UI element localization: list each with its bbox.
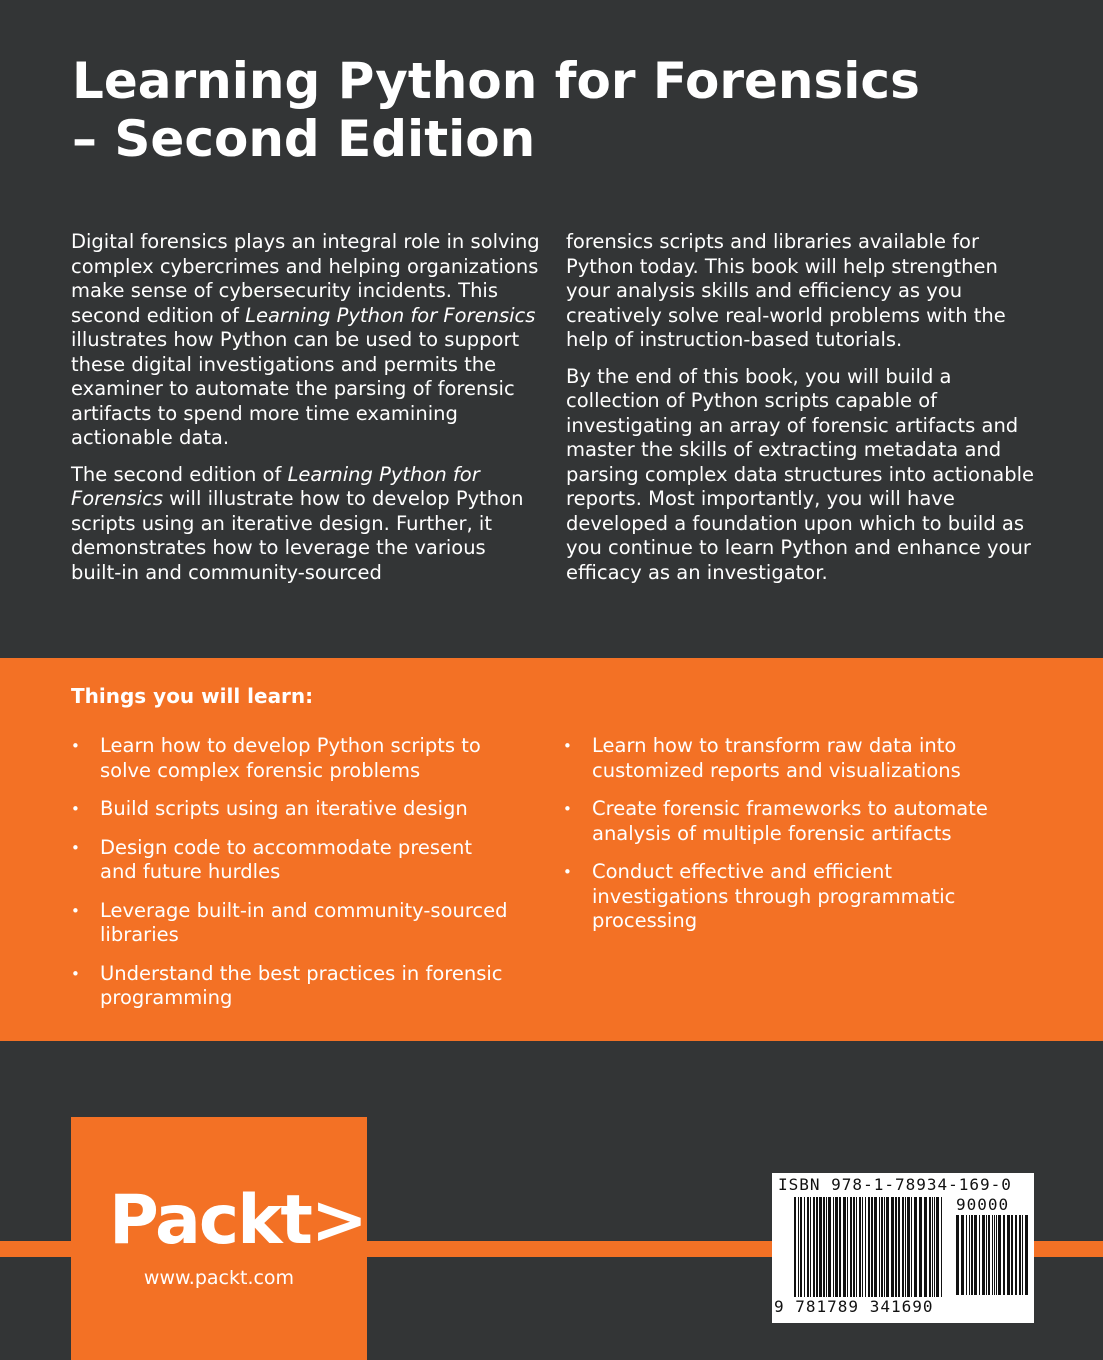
barcode-bar	[881, 1197, 883, 1297]
barcode-bar	[895, 1197, 897, 1297]
bullet-icon: •	[563, 863, 572, 881]
text-run: The second edition of	[71, 462, 288, 486]
barcode-bar	[850, 1197, 852, 1297]
barcode-bar	[828, 1197, 831, 1297]
list-item	[71, 797, 511, 822]
barcode-bar	[794, 1197, 796, 1297]
barcode-bar	[798, 1197, 799, 1297]
list-item-text: Create forensic frameworks to automate analysis of multiple forensic artifacts	[592, 797, 988, 845]
barcode-bar	[879, 1197, 880, 1297]
description-column-left	[71, 230, 541, 597]
barcode-bar	[1011, 1215, 1013, 1295]
barcode-bar	[862, 1197, 863, 1297]
bullet-icon: •	[71, 800, 80, 818]
list-item-text: Build scripts using an iterative design	[100, 797, 468, 820]
barcode-bar	[1022, 1215, 1023, 1295]
barcode-bar	[992, 1215, 993, 1295]
book-title	[72, 52, 1032, 168]
barcode-bar	[919, 1197, 922, 1297]
list-item	[563, 797, 1023, 846]
barcode-bar	[853, 1197, 855, 1297]
barcode-bar	[826, 1197, 827, 1297]
description-paragraph-2	[71, 463, 541, 586]
list-item-text: Learn how to develop Python scripts to solve complex forensic problems	[100, 734, 481, 782]
barcode-bar	[924, 1197, 927, 1297]
barcode-bar	[907, 1197, 910, 1297]
list-item	[563, 860, 1023, 934]
barcode-bar	[891, 1197, 894, 1297]
barcode-bar	[1025, 1215, 1028, 1295]
barcode-bar	[813, 1197, 815, 1297]
barcode-addon-bars	[956, 1215, 1028, 1295]
text-run: will illustrate how to develop Python scripts using an iterative design. Further, it demonstrates how to leverage the various built-in and community-sourced	[71, 487, 524, 584]
publisher-url: www.packt.com	[143, 1267, 295, 1289]
barcode-bar	[856, 1197, 857, 1297]
barcode-bar	[1019, 1215, 1021, 1295]
book-title-line-1: Learning Python for Forensics	[72, 52, 920, 110]
barcode-bar	[819, 1197, 822, 1297]
bullet-icon: •	[71, 964, 80, 983]
barcode-addon-number: 90000	[956, 1195, 1010, 1214]
barcode-bar	[929, 1197, 931, 1297]
barcode-bar	[994, 1215, 995, 1295]
barcode-bar	[974, 1215, 977, 1295]
barcode-bar	[961, 1215, 964, 1295]
barcode-bar	[833, 1197, 834, 1297]
barcode-bar	[816, 1197, 818, 1297]
barcode-bar	[911, 1197, 912, 1297]
list-item-text: Design code to accommodate present and future hurdles	[100, 835, 473, 883]
barcode-bar	[868, 1197, 870, 1297]
packt-logo: Packt>	[109, 1181, 366, 1260]
bullet-icon: •	[563, 800, 572, 818]
barcode-bar	[865, 1197, 866, 1297]
list-item	[71, 734, 511, 783]
bullet-icon: •	[71, 838, 80, 857]
barcode-bar	[969, 1215, 970, 1295]
list-item	[71, 836, 511, 885]
ean-number: 9 781789 341690	[774, 1297, 934, 1316]
bullet-icon: •	[71, 901, 80, 920]
barcode-bar	[1003, 1215, 1005, 1295]
barcode-bar	[932, 1197, 933, 1297]
description-paragraph-4: By the end of this book, you will build a collection of Python scripts capable of investigating an array of forensic artifacts and master the skills of extracting metadata and parsing complex data structures into actionable reports. Most importantly, you will have developed a foundation upon which to build as you continue to learn Python and enhance your efficacy as an investigator.	[566, 364, 1034, 584]
book-title-italic: Learning Python for Forensics	[245, 303, 536, 327]
publisher-logo-block	[71, 1117, 367, 1360]
barcode-bar	[884, 1197, 885, 1297]
barcode-bar	[1015, 1215, 1017, 1295]
barcode-bar	[871, 1197, 873, 1297]
list-item	[71, 899, 511, 948]
barcode-bar	[800, 1197, 802, 1297]
barcode-bar	[979, 1215, 980, 1295]
bullet-icon: •	[563, 737, 572, 755]
barcode-bar	[807, 1197, 809, 1297]
barcode-bar	[936, 1197, 939, 1297]
barcode-bar	[905, 1197, 906, 1297]
list-item-text: Learn how to transform raw data into customized reports and visualizations	[592, 734, 961, 782]
list-item	[563, 734, 1023, 783]
isbn-barcode	[772, 1173, 1034, 1323]
barcode-bar	[966, 1215, 967, 1295]
description-column-right	[566, 230, 1036, 597]
book-title-line-2: – Second Edition	[72, 110, 536, 168]
barcode-bar	[839, 1197, 841, 1297]
book-title-italic: Learning Python for Forensics	[71, 462, 480, 510]
barcode-bars	[794, 1197, 944, 1297]
list-item	[71, 962, 511, 1011]
barcode-bar	[996, 1215, 997, 1295]
barcode-bar	[835, 1197, 838, 1297]
barcode-bar	[847, 1197, 848, 1297]
barcode-bar	[956, 1215, 959, 1295]
barcode-bar	[988, 1215, 990, 1295]
description-paragraph-1	[71, 230, 541, 451]
isbn-number: ISBN 978-1-78934-169-0	[778, 1175, 1012, 1194]
barcode-bar	[971, 1215, 973, 1295]
barcode-bar	[914, 1197, 917, 1297]
barcode-bar	[982, 1215, 985, 1295]
barcode-bar	[823, 1197, 825, 1297]
barcode-bar	[986, 1215, 987, 1295]
bullet-icon: •	[71, 737, 80, 755]
learn-list-left	[71, 734, 511, 1025]
barcode-bar	[898, 1197, 900, 1297]
learn-heading: Things you will learn:	[71, 684, 314, 708]
barcode-bar	[1007, 1215, 1010, 1295]
list-item-text: Understand the best practices in forensic programming	[100, 961, 503, 1009]
barcode-bar	[859, 1197, 861, 1297]
barcode-bar	[934, 1197, 935, 1297]
barcode-bar	[902, 1197, 904, 1297]
description-paragraph-3: forensics scripts and libraries available for Python today. This book will help strengthen your analysis skills and efficiency as you creatively solve real-world problems with the help of instruction-based tutorials.	[566, 230, 1006, 351]
list-item-text: Conduct effective and efficient investigations through programmatic processing	[592, 860, 956, 932]
text-run: illustrates how Python can be used to support these digital investigations and permits the examiner to automate the parsing of forensic artifacts to spend more time examining actionable data.	[71, 328, 520, 449]
barcode-bar	[998, 1215, 1001, 1295]
barcode-bar	[843, 1197, 846, 1297]
list-item-text: Leverage built-in and community-sourced libraries	[100, 898, 508, 946]
text-run: Digital forensics plays an integral role in solving complex cybercrimes and helping organizations make sense of cybersecurity incidents. This second edition of	[71, 230, 540, 327]
barcode-bar	[874, 1197, 877, 1297]
barcode-bar	[886, 1197, 889, 1297]
learn-list-right	[563, 734, 1023, 948]
barcode-bar	[941, 1197, 942, 1297]
barcode-bar	[804, 1197, 805, 1297]
barcode-bar	[810, 1197, 811, 1297]
